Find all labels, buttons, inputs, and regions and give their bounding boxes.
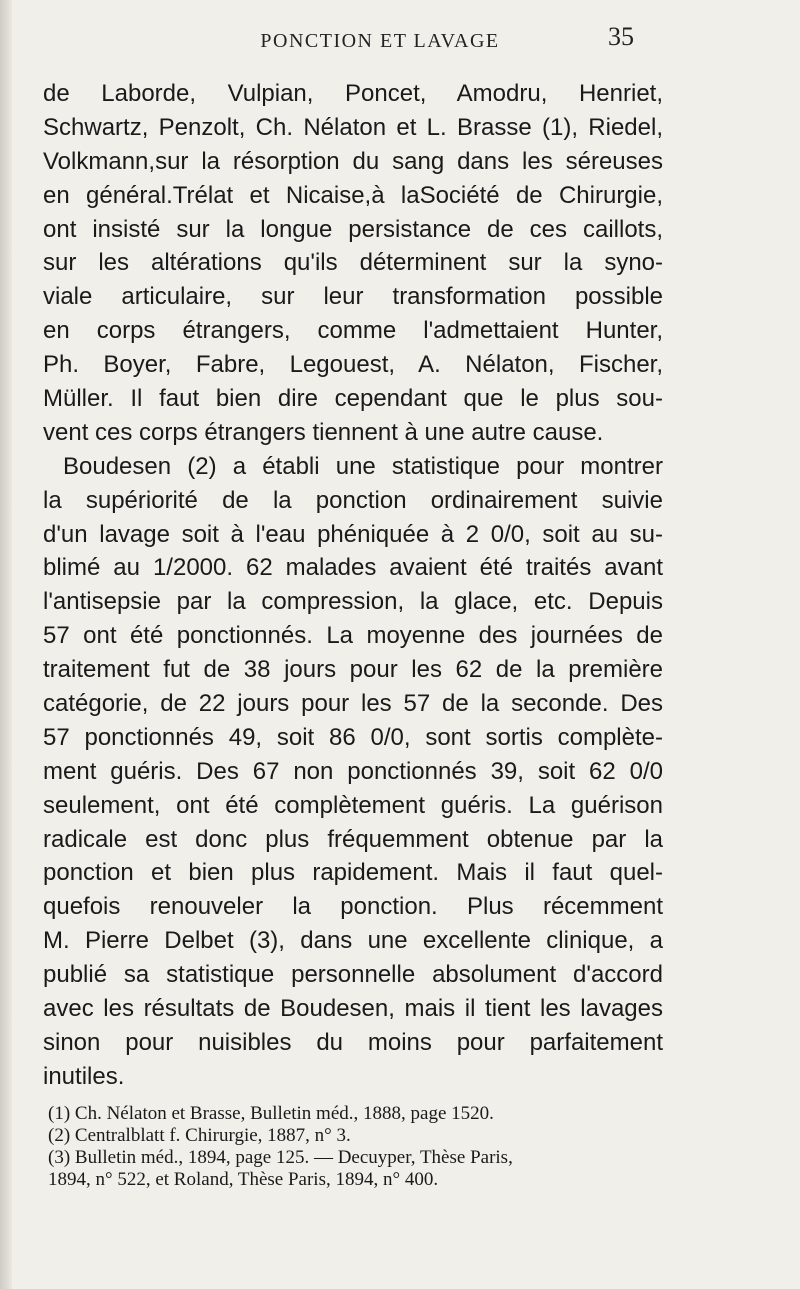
text-line: quefois renouveler la ponction. Plus récemment <box>43 893 663 921</box>
text-line: ment guéris. Des 67 non ponctionnés 39, soit 62 0/0 <box>43 757 663 785</box>
body-paragraph <box>43 77 663 1094</box>
footnote-3: (3) Bulletin méd., 1894, page 125. — Decuyper, Thèse Paris, <box>48 1147 513 1168</box>
page-binding-edge <box>0 0 12 1289</box>
text-line: radicale est donc plus fréquemment obtenue par la <box>43 825 663 853</box>
text-line: en corps étrangers, comme l'admettaient Hunter, <box>43 317 663 345</box>
text-line: la supériorité de la ponction ordinairement suivie <box>43 486 663 514</box>
footnote-3-continued: 1894, n° 522, et Roland, Thèse Paris, 1894, n° 400. <box>48 1169 439 1190</box>
text-line: M. Pierre Delbet (3), dans une excellente clinique, a <box>43 927 663 955</box>
text-line: traitement fut de 38 jours pour les 62 de la première <box>43 656 663 684</box>
text-line: ponction et bien plus rapidement. Mais il faut quel- <box>43 859 663 887</box>
text-line: Müller. Il faut bien dire cependant que le plus sou- <box>43 385 663 413</box>
text-line: viale articulaire, sur leur transformation possible <box>43 283 663 311</box>
text-line: d'un lavage soit à l'eau phéniquée à 2 0/0, soit au su- <box>43 520 663 548</box>
footnotes <box>48 1103 658 1191</box>
text-line: Schwartz, Penzolt, Ch. Nélaton et L. Brasse (1), Riedel, <box>43 113 663 141</box>
footnote-1: (1) Ch. Nélaton et Brasse, Bulletin méd., 1888, page 1520. <box>48 1103 494 1124</box>
text-line: de Laborde, Vulpian, Poncet, Amodru, Henriet, <box>43 80 663 107</box>
text-line: en général.Trélat et Nicaise,à laSociété de Chirurgie, <box>43 181 663 209</box>
running-title: PONCTION ET LAVAGE <box>260 30 500 52</box>
text-line: Ph. Boyer, Fabre, Legouest, A. Nélaton, Fischer, <box>43 351 663 379</box>
page-number: 35 <box>608 22 634 51</box>
text-line: publié sa statistique personnelle absolument d'accord <box>43 961 663 989</box>
text-line: catégorie, de 22 jours pour les 57 de la seconde. Des <box>43 690 663 718</box>
text-line: blimé au 1/2000. 62 malades avaient été traités avant <box>43 554 663 582</box>
text-line: avec les résultats de Boudesen, mais il tient les lavages <box>43 995 663 1023</box>
text-line: inutiles. <box>43 1062 125 1090</box>
footnote-2: (2) Centralblatt f. Chirurgie, 1887, n° 3. <box>48 1125 351 1146</box>
text-line: 57 ont été ponctionnés. La moyenne des journées de <box>43 622 663 650</box>
text-line: l'antisepsie par la compression, la glace, etc. Depuis <box>43 588 663 616</box>
text-line: Boudesen (2) a établi une statistique pour montrer <box>63 452 663 480</box>
text-line: seulement, ont été complètement guéris. La guérison <box>43 791 663 819</box>
text-line: sur les altérations qu'ils déterminent sur la syno- <box>43 249 663 277</box>
text-line: vent ces corps étrangers tiennent à une autre cause. <box>43 418 604 446</box>
text-line: 57 ponctionnés 49, soit 86 0/0, sont sortis complète- <box>43 723 663 751</box>
text-line: sinon pour nuisibles du moins pour parfaitement <box>43 1028 663 1056</box>
text-line: Volkmann,sur la résorption du sang dans les séreuses <box>43 147 663 175</box>
text-line: ont insisté sur la longue persistance de ces caillots, <box>43 215 663 243</box>
